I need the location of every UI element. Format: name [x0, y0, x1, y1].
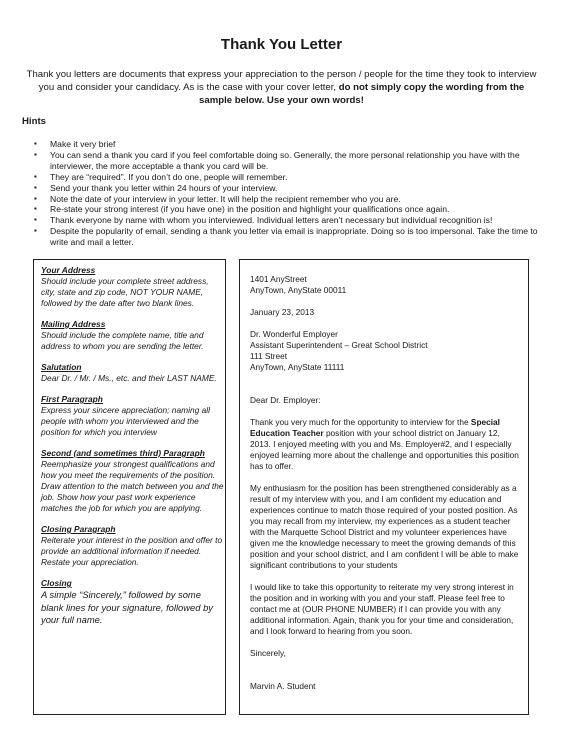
letter-salutation: Dear Dr. Employer:	[250, 395, 321, 405]
guide-text: Should include your complete street address, city, state and zip code, NOT YOUR NAME, followed by the date after two blank lines.	[41, 276, 209, 308]
guide-text: Should include the complete name, title and address to whom you are sending the letter.	[41, 330, 204, 351]
hint-text: Despite the popularity of email, sending a thank you letter via email is inappropriate. Doing so is too impersonal. Take the time to write and mail a letter.	[50, 226, 538, 248]
sample-letter-panel	[239, 259, 529, 715]
bullet-icon: ▪	[34, 171, 37, 181]
page-title: Thank You Letter	[220, 36, 343, 53]
guide-heading: Closing Paragraph	[41, 524, 116, 534]
guide-second-paragraph	[41, 448, 225, 514]
intro-paragraph	[22, 68, 541, 107]
guide-closing	[41, 578, 225, 627]
hint-text: Make it very brief	[50, 139, 116, 149]
p1-text: Thank you very much for the opportunity to interview for the	[250, 417, 469, 427]
guide-heading: Closing	[41, 578, 72, 588]
guide-heading: First Paragraph	[41, 394, 103, 404]
hint-item	[34, 183, 544, 194]
p1-text-after: position with your school district on January 12, 2013. I enjoyed meeting with you and Ms. Employer#2, and I especially enjoyed learning more about the challenge and opportunities this position has to offer.	[250, 428, 519, 471]
guide-first-paragraph	[41, 394, 225, 438]
hints-list	[34, 139, 544, 248]
letter-date: January 23, 2013	[250, 307, 315, 317]
letter-paragraph-3: I would like to take this opportunity to reiterate my very strong interest in the position and in working with you and your staff. Please feel free to contact me at (OUR PHONE NUMBER) if I can provide you with any additional information. Again, thank you for your time and consideration, and I look forward to hearing from you soon.	[250, 582, 514, 636]
guide-heading: Salutation	[41, 362, 82, 372]
recipient-street: 111 Street	[250, 351, 288, 361]
guide-text: A simple “Sincerely,” followed by some blank lines for your signature, followed by your full name.	[41, 589, 213, 626]
sender-street: 1401 AnyStreet	[250, 274, 307, 284]
guide-heading: Mailing Address	[41, 319, 106, 329]
hint-item	[34, 139, 544, 150]
hint-item	[34, 172, 544, 183]
recipient-title: Assistant Superintendent – Great School District	[250, 340, 428, 350]
hint-text: They are “required”. If you don’t do one, people will remember.	[50, 171, 288, 182]
recipient-name: Dr. Wonderful Employer	[250, 329, 338, 339]
hint-item	[34, 194, 544, 205]
bullet-icon: ▪	[34, 193, 37, 203]
p1-position: Special Education Teacher	[250, 417, 500, 438]
guide-your-address	[41, 265, 225, 309]
bullet-icon: ▪	[34, 139, 37, 148]
guide-text: Express your sincere appreciation; naming all people with whom you interviewed and the position for which you interview	[41, 405, 210, 437]
bullet-icon: ▪	[34, 215, 37, 225]
bullet-icon: ▪	[34, 204, 37, 214]
letter-closing: Sincerely,	[250, 648, 286, 658]
hint-item	[34, 150, 544, 172]
bullet-icon: ▪	[34, 149, 37, 159]
recipient-city: AnyTown, AnyState 11111	[250, 362, 345, 372]
guide-text: Reemphasize your strongest qualifications and how you meet the requirements of the position. Draw attention to the match between you and the job. Show how your past work experience matches the job for which you are applying.	[41, 459, 224, 513]
letter-paragraph-1	[250, 417, 520, 472]
hints-heading: Hints	[22, 116, 46, 127]
hint-text: Send your thank you letter within 24 hours of your interview.	[50, 182, 278, 193]
hint-text: Note the date of your interview in your letter. It will help the recipient remember who you are.	[50, 193, 401, 204]
hint-item	[34, 204, 544, 215]
bullet-icon: ▪	[34, 226, 37, 236]
guide-salutation	[41, 362, 225, 384]
guide-text: Reiterate your interest in the position and offer to provide an additional information if needed. Restate your appreciation.	[41, 535, 223, 567]
intro-text: Thank you letters are documents that express your appreciation to the person / people for the time they took to interview you and consider your candidacy. As is the case with your cover letter,	[26, 69, 537, 93]
guide-text: Dear Dr. / Mr. / Ms., etc. and their LAST NAME.	[41, 373, 217, 383]
hint-text: Re-state your strong interest (if you have one) in the position and highlight your qualifications once again.	[50, 204, 450, 215]
sender-city: AnyTown, AnyState 00011	[250, 285, 347, 295]
intro-bold-text: do not simply copy the wording from the sample below. Use your own words!	[199, 82, 525, 106]
letter-guide-panel	[33, 259, 226, 715]
hint-item	[34, 226, 544, 248]
bullet-icon: ▪	[34, 182, 37, 192]
hint-item	[34, 215, 544, 226]
letter-signature: Marvin A. Student	[250, 681, 316, 691]
guide-heading: Your Address	[41, 265, 96, 275]
guide-heading: Second (and sometimes third) Paragraph	[41, 448, 205, 458]
letter-paragraph-2: My enthusiasm for the position has been strengthened considerably as a result of my interview with you, and I am confident my education and experiences continue to match those required of your posted position. As you may recall from my interview, my experiences as a student teacher with the Marquette School District and my volunteer experiences have given me the knowledge necessary to meet the growing demands of this position and your school district, and I am confident I will be able to make significant contributions to your students	[250, 483, 519, 570]
hint-text: You can send a thank you card if you feel comfortable doing so. Generally, the more personal relationship you have with the interviewer, the more acceptable a thank you card will be.	[50, 149, 520, 171]
guide-closing-paragraph	[41, 524, 225, 568]
guide-mailing-address	[41, 319, 225, 352]
hint-text: Thank everyone by name with whom you interviewed. Individual letters aren’t necessary but individual recognition is!	[50, 215, 493, 226]
